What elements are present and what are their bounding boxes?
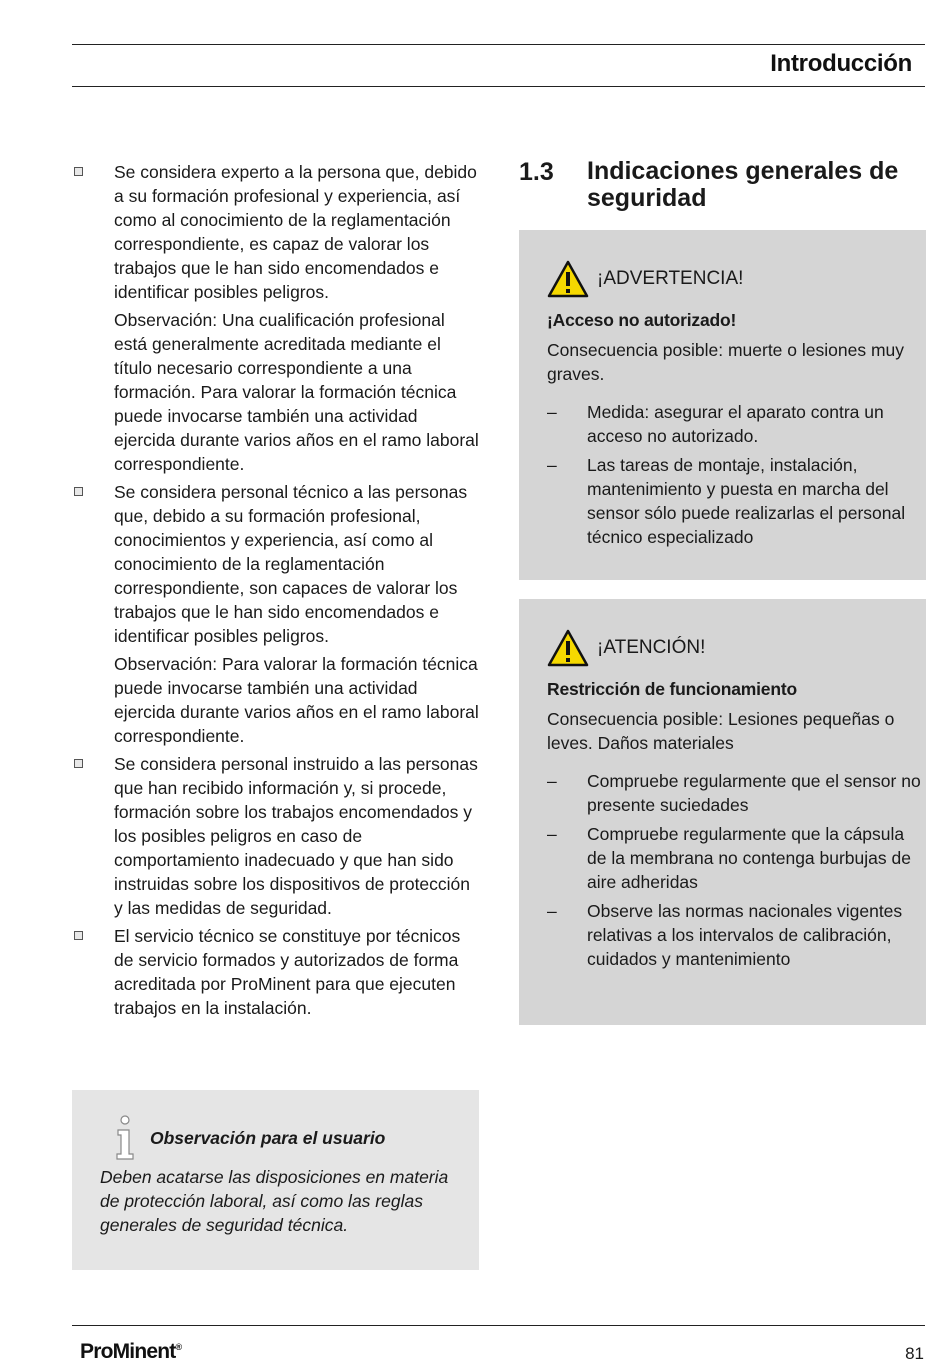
footer-rule <box>72 1325 925 1326</box>
list-item <box>72 924 482 1020</box>
measure-text: Compruebe regularmente que la cápsula de la membrana no contenga burbujas de aire adheridas <box>587 824 911 892</box>
list-item <box>547 822 922 894</box>
caution-label: ¡ATENCIÓN! <box>597 637 706 658</box>
prominent-logo <box>80 1340 181 1364</box>
dash-bullet: – <box>547 824 557 844</box>
dash-bullet: – <box>547 771 557 791</box>
user-note-box <box>72 1090 479 1270</box>
info-icon <box>110 1114 140 1162</box>
header-bottom-rule <box>72 86 925 87</box>
measure-text: Observe las normas nacionales vigentes relativas a los intervalos de calibración, cuidados y mantenimiento <box>587 901 903 969</box>
list-item-text: Se considera experto a la persona que, debido a su formación profesional y experiencia, así como al conocimiento de la reglamentación correspondiente, es capaz de valorar los trabajos que le han sido encomendados e identificar posibles peligros. <box>114 162 477 302</box>
note-title: Observación para el usuario <box>150 1128 386 1148</box>
left-column <box>72 160 482 1024</box>
warning-triangle-icon <box>547 629 589 667</box>
caution-box <box>519 599 926 1025</box>
list-item-text: Se considera personal técnico a las personas que, debido a su formación profesional, conocimientos y experiencia, así como al conocimiento de la reglamentación correspondiente, son capaces de valorar los trabajos que le han sido encomendados e identificar posibles peligros. <box>114 482 468 646</box>
list-item-text: Se considera personal instruido a las personas que han recibido información y, si procede, formación sobre los trabajos encomendados y los posibles peligros en caso de comportamiento inadecuado y que han sido instruidas sobre los dispositivos de protección y las medidas de seguridad. <box>114 754 478 918</box>
note-text: Deben acatarse las disposiciones en materia de protección laboral, así como las reglas generales de seguridad técnica. <box>100 1167 449 1235</box>
list-item-text: El servicio técnico se constituye por técnicos de servicio formados y autorizados de forma acreditada por ProMinent para que ejecuten trabajos en la instalación. <box>114 926 461 1018</box>
measure-text: Compruebe regularmente que el sensor no presente suciedades <box>587 771 921 815</box>
caution-measures <box>547 769 922 976</box>
measure-text: Las tareas de montaje, instalación, mantenimiento y puesta en marcha del sensor sólo puede realizarlas el personal técnico especializado <box>587 455 906 547</box>
list-item <box>547 400 922 448</box>
list-item <box>72 480 482 748</box>
header-top-rule <box>72 44 925 45</box>
caution-subtitle: Restricción de funcionamiento <box>547 679 797 699</box>
section-title: Indicaciones generales de seguridad <box>587 157 899 212</box>
caution-consequence: Consecuencia posible: Lesiones pequeñas o leves. Daños materiales <box>547 709 895 753</box>
warning-label: ¡ADVERTENCIA! <box>597 268 744 289</box>
list-item <box>72 752 482 920</box>
measure-text: Medida: asegurar el aparato contra un acceso no autorizado. <box>587 402 884 446</box>
warning-subtitle: ¡Acceso no autorizado! <box>547 310 737 330</box>
list-item-note: Observación: Para valorar la formación técnica puede invocarse también una actividad ejercida durante varios años en el ramo laboral correspondiente. <box>114 654 479 746</box>
list-item <box>547 769 922 817</box>
logo-text: ProMinent <box>80 1340 176 1363</box>
list-item-note: Observación: Una cualificación profesional está generalmente acreditada mediante el título necesario correspondiente a una formación. Para valorar la formación técnica puede invocarse también una actividad ejercida durante varios años en el ramo laboral correspondiente. <box>114 310 479 474</box>
square-bullet-icon <box>74 167 83 176</box>
warning-triangle-icon <box>547 260 589 298</box>
page-number: 81 <box>905 1344 924 1363</box>
section-number: 1.3 <box>519 158 554 186</box>
dash-bullet: – <box>547 455 557 475</box>
list-item <box>547 899 922 971</box>
square-bullet-icon <box>74 759 83 768</box>
square-bullet-icon <box>74 487 83 496</box>
list-item <box>547 453 922 549</box>
warning-consequence: Consecuencia posible: muerte o lesiones muy graves. <box>547 340 904 384</box>
dash-bullet: – <box>547 901 557 921</box>
list-item <box>72 160 482 476</box>
page-header-title: Introducción <box>770 50 912 77</box>
registered-mark: ® <box>175 1342 182 1352</box>
warning-box <box>519 230 926 580</box>
dash-bullet: – <box>547 402 557 422</box>
warning-measures <box>547 400 922 554</box>
square-bullet-icon <box>74 931 83 940</box>
